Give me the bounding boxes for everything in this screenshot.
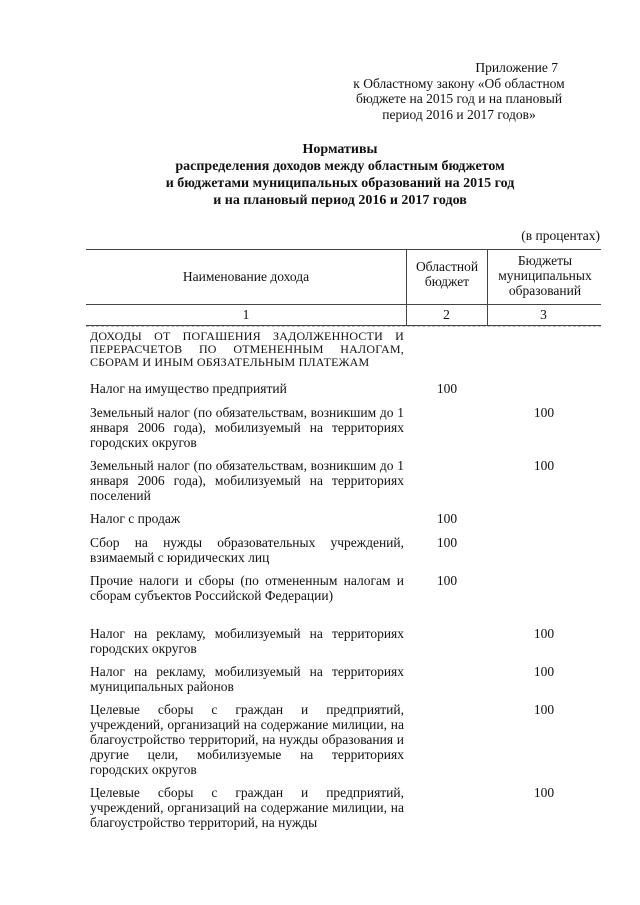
table-row-name: Земельный налог (по обязательствам, возникшим до 1 января 2006 года), мобилизуемый на территориях городских округов <box>90 405 404 450</box>
header-bottom-border <box>86 304 601 305</box>
table-row-name: Прочие налоги и сборы (по отмененным налогам и сборам субъектов Российской Федерации) <box>90 573 404 603</box>
column-number-1: 1 <box>242 307 250 322</box>
document-title <box>100 141 580 209</box>
title-line-3: и бюджетами муниципальных образований на 2015 год <box>165 176 515 191</box>
header-regional-budget: Областной бюджет <box>415 259 479 289</box>
title-line-4: и на плановый период 2016 и 2017 годов <box>213 193 467 208</box>
table-row-name: Налог на рекламу, мобилизуемый на территориях муниципальных районов <box>90 664 404 694</box>
table-row-name: Целевые сборы с граждан и предприятий, учреждений, организаций на содержание милиции, на благоустройство территорий, на нужды образования и другие цели, мобилизуемые на территориях городских округов <box>90 702 404 777</box>
units-note: (в процентах) <box>521 228 600 243</box>
table-row-municipal-value: 100 <box>533 702 555 717</box>
table-row-name: Сбор на нужды образовательных учреждений, взимаемый с юридических лиц <box>90 535 404 565</box>
table-row-name: Целевые сборы с граждан и предприятий, учреждений, организаций на содержание милиции, на благоустройство территорий, на нужды <box>90 785 404 830</box>
title-line-2: распределения доходов между областным бюджетом <box>175 159 505 174</box>
table-row-municipal-value: 100 <box>533 785 555 800</box>
table-row-regional-value: 100 <box>436 535 458 550</box>
appendix-line-1: Приложение 7 <box>475 60 558 75</box>
table-row-name: Налог на рекламу, мобилизуемый на территориях городских округов <box>90 626 404 656</box>
table-row-regional-value: 100 <box>436 381 458 396</box>
appendix-line-2: к Областному закону «Об областном <box>353 75 565 91</box>
table-row-name: Налог на имущество предприятий <box>90 381 287 396</box>
column-number-3: 3 <box>540 307 547 322</box>
column-number-2: 2 <box>443 307 450 322</box>
table-row-municipal-value: 100 <box>533 664 555 679</box>
table-row-name: Земельный налог (по обязательствам, возникшим до 1 января 2006 года), мобилизуемый на территориях поселений <box>90 458 404 503</box>
appendix-line-3: бюджете на 2015 год и на плановый <box>355 91 563 106</box>
table-row-name: Налог с продаж <box>90 511 181 526</box>
page-break-marker <box>86 326 601 327</box>
table-row-regional-value: 100 <box>436 511 458 526</box>
header-income-name: Наименование дохода <box>182 269 310 284</box>
header-municipal-budgets: Бюджеты муниципальных образований <box>498 253 592 298</box>
section-heading: ДОХОДЫ ОТ ПОГАШЕНИЯ ЗАДОЛЖЕННОСТИ И ПЕРЕРАСЧЕТОВ ПО ОТМЕНЕННЫМ НАЛОГАМ, СБОРАМ И ИНЫМ ОБЯЗАТЕЛЬНЫМ ПЛАТЕЖАМ <box>90 329 404 369</box>
table-top-border <box>86 249 601 250</box>
table-row-municipal-value: 100 <box>533 626 555 641</box>
table-row-regional-value: 100 <box>436 573 458 588</box>
appendix-caption <box>330 60 588 122</box>
appendix-line-4: период 2016 и 2017 годов» <box>382 106 536 122</box>
table-row-municipal-value: 100 <box>533 458 555 473</box>
table-row-municipal-value: 100 <box>533 405 555 420</box>
title-line-1: Нормативы <box>302 142 378 157</box>
